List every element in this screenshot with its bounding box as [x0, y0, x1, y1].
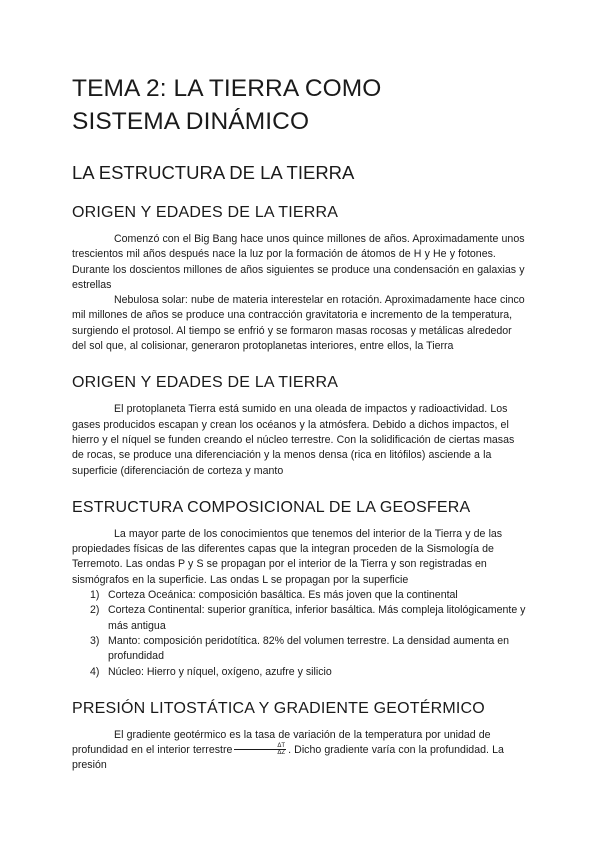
- section-heading: ESTRUCTURA COMPOSICIONAL DE LA GEOSFERA: [72, 498, 471, 516]
- document-subtitle: LA ESTRUCTURA DE LA TIERRA: [72, 162, 355, 183]
- list-item: [72, 603, 528, 634]
- section-origen-2: [72, 372, 528, 478]
- list-item-number: 2): [90, 604, 100, 617]
- list-item: [72, 634, 528, 665]
- list-item-text: Corteza Continental: superior granítica, inferior basáltica. Más compleja litológicamente y más antigua: [108, 604, 526, 632]
- section-heading: PRESIÓN LITOSTÁTICA Y GRADIENTE GEOTÉRMICO: [72, 699, 485, 717]
- title-line-2: SISTEMA DINÁMICO: [72, 108, 310, 135]
- layers-list: [72, 588, 528, 680]
- paragraph: El protoplaneta Tierra está sumido en una oleada de impactos y radioactividad. Los gases producidos escapan y crean los océanos y la atmósfera. Debido a dichos impactos, el hierro y el níquel se funden creando el núcleo terrestre. Con la solidificación de ciertas masas de rocas, se produce una diferenciación y la menos densa (rica en litófilos) asciende a la superficie (diferenciación de corteza y manto: [72, 403, 515, 477]
- list-item-number: 4): [90, 665, 100, 678]
- section-origen-1: [72, 202, 528, 354]
- list-item-text: Corteza Oceánica: composición basáltica. Es más joven que la continental: [108, 589, 458, 602]
- paragraph: [72, 728, 528, 774]
- fraction-denominator: ΔZ: [277, 749, 286, 756]
- document-title: [72, 72, 528, 138]
- title-line-1: TEMA 2: LA TIERRA COMO: [72, 75, 382, 102]
- paragraph-text: . Dicho gradiente varía con la profundidad. La presión: [72, 744, 504, 772]
- section-heading: ORIGEN Y EDADES DE LA TIERRA: [72, 204, 339, 221]
- list-item-number: 1): [90, 589, 100, 602]
- list-item: [72, 588, 528, 603]
- section-estructura-composicional: [72, 497, 528, 680]
- fraction-numerator: ΔT: [234, 743, 286, 750]
- list-item-number: 3): [90, 634, 100, 647]
- list-item-text: Manto: composición peridotítica. 82% del volumen terrestre. La densidad aumenta en profundidad: [108, 634, 510, 663]
- list-item-text: Núcleo: Hierro y níquel, oxígeno, azufre y silicio: [108, 665, 332, 678]
- list-item: [72, 665, 528, 680]
- gradient-fraction: [234, 743, 286, 756]
- paragraph-text: El gradiente geotérmico es la tasa de variación de la temperatura por unidad de profundidad en el interior terrestre: [72, 728, 491, 757]
- paragraph: La mayor parte de los conocimientos que tenemos del interior de la Tierra y de las propiedades físicas de las diferentes capas que la integran proceden de la Sismología de Terremoto. Las ondas P y S se propagan por el interior de la Tierra y son registradas en sismógrafos en la superficie. Las ondas L se propagan por la superficie: [72, 527, 503, 586]
- paragraph: Nebulosa solar: nube de materia interestelar en rotación. Aproximadamente hace cinco mil millones de años se produce una contracción gravitatoria e incremento de la temperatura, surgiendo el protosol. Al tiempo se enfrió y se formaron masas rocosas y metálicas alrededor del sol que, al colisionar, generaron protoplanetas interiores, entre ellos, la Tierra: [72, 294, 525, 353]
- section-presion-gradiente: [72, 698, 528, 774]
- paragraph: Comenzó con el Big Bang hace unos quince millones de años. Aproximadamente unos trescientos mil años después nace la luz por la formación de átomos de H y He y fotones. Durante los doscientos millones de años siguientes se produce una condensación en galaxias y estrellas: [72, 233, 525, 291]
- section-heading: ORIGEN Y EDADES DE LA TIERRA: [72, 374, 339, 392]
